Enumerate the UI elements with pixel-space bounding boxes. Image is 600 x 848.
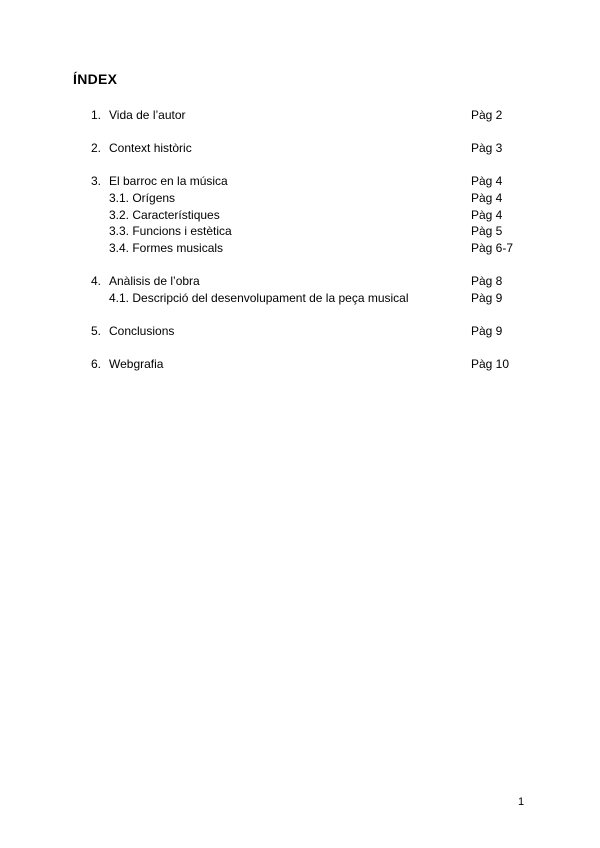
toc-entry — [91, 273, 531, 290]
toc-subentry-page: Pàg 9 — [471, 290, 503, 305]
toc-entry-number: 3. — [91, 174, 102, 189]
toc-subentry-label: 3.1. Orígens — [109, 190, 176, 205]
toc-subentry-label: 3.2. Característiques — [109, 207, 220, 222]
toc-entry — [91, 173, 531, 190]
toc-subentry — [91, 223, 531, 240]
toc-subentry — [91, 290, 531, 307]
toc-entry-label: Webgrafia — [109, 356, 164, 371]
toc-subentry-page: Pàg 4 — [471, 190, 503, 205]
toc-entry-label: Context històric — [109, 141, 192, 156]
toc-entry-page: Pàg 9 — [471, 323, 503, 338]
page-number: 1 — [518, 796, 525, 808]
toc-entry — [91, 107, 531, 124]
toc-entry — [91, 140, 531, 157]
toc-entry-label: Anàlisis de l’obra — [109, 273, 200, 288]
toc-entry-page: Pàg 8 — [471, 273, 503, 288]
toc-entry-page: Pàg 2 — [471, 108, 503, 122]
index-title: ÍNDEX — [73, 71, 118, 87]
toc-entry-number: 2. — [91, 141, 102, 156]
toc-entry-page: Pàg 10 — [471, 356, 510, 371]
toc-entry-page: Pàg 3 — [471, 141, 503, 156]
toc-subentry — [91, 190, 531, 207]
toc-subentry-page: Pàg 6-7 — [471, 240, 514, 255]
toc-subentry — [91, 207, 531, 224]
toc-subentry-page: Pàg 4 — [471, 207, 503, 222]
toc-entry-number: 1. — [91, 108, 102, 122]
toc-entry — [91, 356, 531, 373]
toc-entry-number: 4. — [91, 273, 102, 288]
toc-entry-label: Vida de l’autor — [109, 108, 186, 122]
toc-entry-label: Conclusions — [109, 323, 175, 338]
toc-entry-number: 6. — [91, 356, 102, 371]
toc-subentry-label: 3.4. Formes musicals — [109, 240, 224, 255]
toc-subentry — [91, 240, 531, 257]
toc-subentry-page: Pàg 5 — [471, 224, 503, 239]
toc-entry-page: Pàg 4 — [471, 174, 503, 189]
toc-entry — [91, 323, 531, 340]
toc-entry-number: 5. — [91, 323, 102, 338]
toc-subentry-label: 3.3. Funcions i estètica — [109, 224, 232, 239]
table-of-contents — [91, 107, 531, 373]
toc-entry-label: El barroc en la música — [109, 174, 228, 189]
toc-subentry-label: 4.1. Descripció del desenvolupament de la peça musical — [109, 290, 409, 305]
